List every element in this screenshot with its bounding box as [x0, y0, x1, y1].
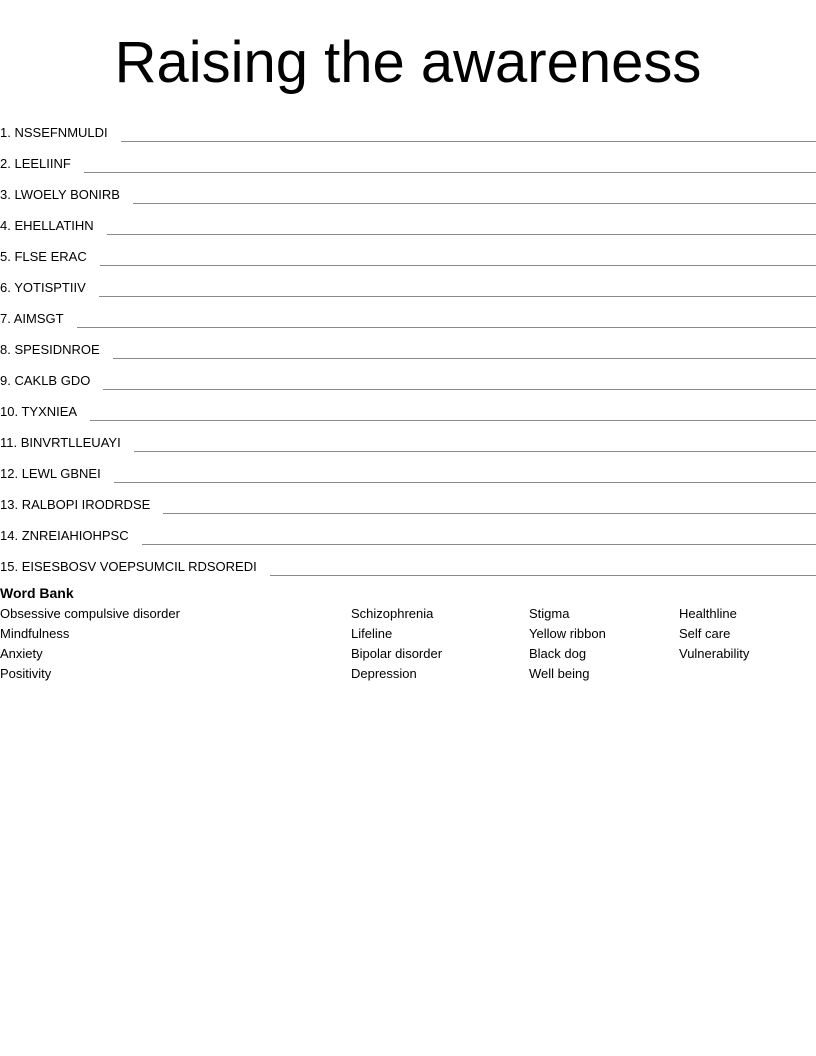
puzzle-clue	[0, 528, 142, 545]
answer-line[interactable]	[121, 132, 816, 142]
puzzle-number: 10.	[0, 404, 19, 419]
word-bank-word: Yellow ribbon	[529, 626, 606, 641]
puzzle-row	[0, 390, 816, 421]
puzzle-row	[0, 421, 816, 452]
scrambled-word: NSSEFNMULDI	[14, 125, 108, 140]
word-bank-word: Schizophrenia	[351, 606, 434, 621]
answer-line[interactable]	[163, 504, 816, 514]
word-bank-word: Well being	[529, 666, 590, 681]
word-bank-word: Anxiety	[0, 646, 43, 661]
scrambled-word: ZNREIAHIOHPSC	[21, 528, 129, 543]
puzzle-row	[0, 111, 816, 142]
word-bank-column	[679, 604, 749, 664]
puzzle-clue	[0, 280, 99, 297]
answer-line[interactable]	[100, 256, 816, 266]
word-bank-word: Healthline	[679, 606, 737, 621]
answer-line[interactable]	[133, 194, 816, 204]
puzzle-row	[0, 359, 816, 390]
puzzle-clue	[0, 435, 134, 452]
answer-line[interactable]	[103, 380, 816, 390]
puzzle-row	[0, 452, 816, 483]
answer-line[interactable]	[84, 163, 816, 173]
word-bank	[0, 584, 816, 684]
answer-line[interactable]	[142, 535, 816, 545]
puzzle-row	[0, 173, 816, 204]
answer-line[interactable]	[114, 473, 816, 483]
puzzle-number: 6.	[0, 280, 11, 295]
scrambled-word: FLSE ERAC	[14, 249, 87, 264]
puzzle-number: 13.	[0, 497, 19, 512]
answer-line[interactable]	[107, 225, 816, 235]
puzzle-number: 7.	[0, 311, 11, 326]
puzzle-number: 11.	[0, 435, 18, 450]
puzzle-clue	[0, 156, 84, 173]
puzzle-clue	[0, 373, 103, 390]
answer-line[interactable]	[113, 349, 816, 359]
word-bank-word: Bipolar disorder	[351, 646, 443, 661]
scrambled-word: LEELIINF	[14, 156, 71, 171]
puzzle-clue	[0, 125, 121, 142]
puzzle-row	[0, 514, 816, 545]
word-bank-word: Vulnerability	[679, 646, 750, 661]
word-bank-word: Self care	[679, 626, 731, 641]
scrambled-word: AIMSGT	[13, 311, 64, 326]
puzzle-row	[0, 142, 816, 173]
answer-line[interactable]	[134, 442, 816, 452]
scrambled-word: SPESIDNROE	[14, 342, 100, 357]
puzzle-clue	[0, 249, 100, 266]
puzzle-number: 8.	[0, 342, 11, 357]
word-bank-column	[529, 604, 606, 684]
puzzle-row	[0, 328, 816, 359]
answer-line[interactable]	[77, 318, 816, 328]
scrambled-word: EISESBOSV VOEPSUMCIL RDSOREDI	[21, 559, 257, 574]
answer-line[interactable]	[90, 411, 816, 421]
puzzle-clue	[0, 218, 107, 235]
word-bank-word: Depression	[351, 666, 417, 681]
word-bank-title: Word Bank	[0, 585, 74, 601]
puzzle-number: 4.	[0, 218, 11, 233]
scrambled-word: RALBOPI IRODRDSE	[21, 497, 151, 512]
page-title: Raising the awareness	[114, 30, 702, 95]
puzzle-row	[0, 266, 816, 297]
puzzle-number: 3.	[0, 187, 11, 202]
puzzle-clue	[0, 559, 270, 576]
word-bank-word: Positivity	[0, 666, 52, 681]
puzzle-number: 12.	[0, 466, 19, 481]
puzzle-clue	[0, 404, 90, 421]
word-bank-column	[351, 604, 442, 684]
answer-line[interactable]	[99, 287, 816, 297]
word-bank-word: Stigma	[529, 606, 570, 621]
word-bank-word: Mindfulness	[0, 626, 70, 641]
puzzle-number: 9.	[0, 373, 11, 388]
puzzle-number: 15.	[0, 559, 19, 574]
scrambled-word: LEWL GBNEI	[21, 466, 101, 481]
scrambled-word: EHELLATIHN	[14, 218, 94, 233]
puzzle-row	[0, 235, 816, 266]
puzzle-row	[0, 545, 816, 576]
puzzle-clue	[0, 187, 133, 204]
puzzle-row	[0, 483, 816, 514]
word-bank-column	[0, 604, 180, 684]
puzzle-list	[0, 111, 816, 576]
scrambled-word: YOTISPTIIV	[14, 280, 86, 295]
scrambled-word: LWOELY BONIRB	[14, 187, 120, 202]
word-bank-word: Lifeline	[351, 626, 393, 641]
puzzle-clue	[0, 311, 77, 328]
puzzle-row	[0, 297, 816, 328]
answer-line[interactable]	[270, 566, 816, 576]
puzzle-row	[0, 204, 816, 235]
word-bank-grid	[0, 604, 816, 684]
puzzle-number: 5.	[0, 249, 11, 264]
puzzle-clue	[0, 497, 163, 514]
scrambled-word: TYXNIEA	[21, 404, 78, 419]
scrambled-word: CAKLB GDO	[14, 373, 91, 388]
scrambled-word: BINVRTLLEUAYI	[20, 435, 121, 450]
puzzle-clue	[0, 466, 114, 483]
word-bank-word: Obsessive compulsive disorder	[0, 606, 180, 621]
puzzle-clue	[0, 342, 113, 359]
puzzle-number: 2.	[0, 156, 11, 171]
word-bank-word: Black dog	[529, 646, 587, 661]
puzzle-number: 1.	[0, 125, 11, 140]
puzzle-number: 14.	[0, 528, 19, 543]
